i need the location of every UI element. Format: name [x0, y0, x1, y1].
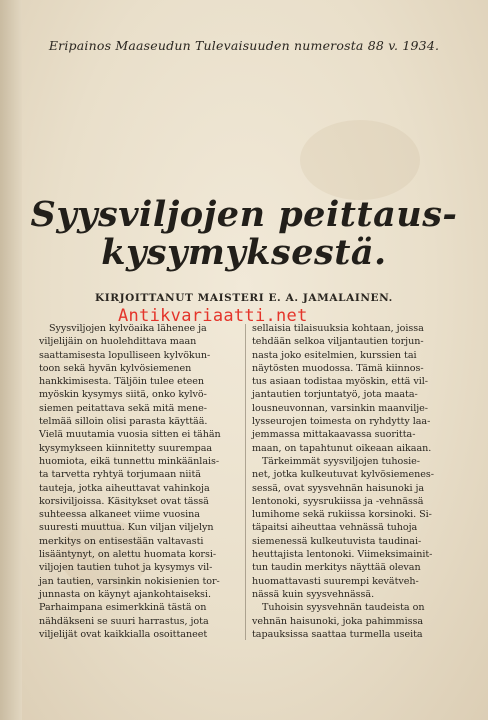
- text-line: siemenessä kulkeutuvista taudinai-: [252, 535, 422, 547]
- text-line: lysseurojen toimesta on ryhdytty laa-: [252, 416, 431, 428]
- text-line: nasta joko esitelmien, kurssien tai: [252, 349, 417, 361]
- text-line: siemen peitattava sekä mitä mene-: [39, 402, 207, 414]
- text-line: korsiviljoissa. Käsitykset ovat tässä: [39, 495, 209, 507]
- author-byline: KIRJOITTANUT MAISTERI E. A. JAMALAINEN.: [95, 292, 393, 304]
- text-line: sellaisia tilaisuuksia kohtaan, joissa: [252, 323, 424, 334]
- left-text-column: [39, 322, 238, 641]
- text-line: suuresti muuttua. Kun viljan viljelyn: [39, 522, 214, 534]
- text-line: myöskin kysymys siitä, onko kylvö-: [39, 389, 207, 401]
- text-line: Syysviljojen kylvöaika lähenee ja: [49, 323, 207, 334]
- text-line: nässä kuin syysvehnässä.: [252, 588, 375, 600]
- text-line: vehnän haisunoki, joka pahimmissa: [252, 615, 424, 627]
- text-line: näytösten muodossa. Tämä kiinnos-: [252, 362, 424, 374]
- text-line: saattamisesta lopulliseen kylvökun-: [39, 349, 211, 361]
- text-line: Vielä muutamia vuosia sitten ei tähän: [39, 429, 221, 441]
- text-line: täpaitsi aiheuttaa vehnässä tuhoja: [252, 522, 418, 534]
- text-line: huomiota, eikä tunnettu minkäänlais-: [39, 455, 220, 467]
- text-line: heuttajista lentonoki. Viimeksimainit-: [252, 549, 433, 561]
- text-line: Parhaimpana esimerkkinä tästä on: [39, 602, 207, 614]
- text-line: lumihome sekä rukiissa korsinoki. Si-: [252, 509, 432, 521]
- text-line: maan, on tapahtunut oikeaan aikaan.: [252, 442, 432, 454]
- text-line: lisääntynyt, on alettu huomata korsi-: [39, 549, 217, 561]
- text-line: nähdäkseni se suuri harrastus, jota: [39, 615, 209, 627]
- page-edge-shadow: [0, 0, 22, 720]
- text-line: junnasta on käynyt ajankohtaiseksi.: [39, 588, 211, 600]
- text-line: jan tautien, varsinkin nokisienien tor-: [39, 575, 220, 587]
- text-line: hankkimisesta. Täljöin tulee eteen: [39, 376, 204, 388]
- text-line: tehdään selkoa viljantautien torjun-: [252, 336, 424, 348]
- title-line-1: Syysviljojen peittaus-: [30, 194, 458, 235]
- text-line: telmää silloin olisi parasta käyttää.: [39, 416, 208, 428]
- text-line: tus asiaan todistaa myöskin, että vil-: [252, 376, 428, 388]
- text-line: viljojen tautien tuhot ja kysymys vil-: [39, 562, 213, 574]
- text-line: lentonoki, syysrukiissa ja -vehnässä: [252, 495, 424, 507]
- title-line-2: kysymyksestä.: [101, 232, 387, 273]
- text-line: tauteja, jotka aiheuttavat vahinkoja: [39, 482, 210, 494]
- text-line: viljelijäin on huolehdittava maan: [39, 336, 197, 348]
- text-line: tun taudin merkitys näyttää olevan: [252, 562, 421, 574]
- text-line: sessä, ovat syysvehnän haisunoki ja: [252, 482, 425, 494]
- text-line: ta tarvetta ryhtyä torjumaan niitä: [39, 469, 201, 481]
- column-divider: [245, 324, 246, 640]
- text-line: merkitys on entisestään valtavasti: [39, 535, 204, 547]
- text-line: jantautien torjuntatyö, jota maata-: [252, 389, 418, 401]
- text-line: Tärkeimmät syysviljojen tuhosie-: [262, 455, 420, 467]
- text-line: suhteessa alkaneet viime vuosina: [39, 509, 200, 521]
- text-line: lousneuvonnan, varsinkin maanvilje-: [252, 402, 428, 414]
- text-line: viljelijät ovat kaikkialla osoittaneet: [39, 628, 208, 640]
- text-line: tapauksissa saattaa turmella useita: [252, 628, 423, 640]
- watermark: Antikvariaatti.net: [118, 306, 308, 326]
- article-title: [0, 196, 488, 272]
- paper-stain: [300, 120, 420, 200]
- text-line: net, jotka kulkeutuvat kylvösiemenes-: [252, 469, 434, 481]
- text-line: jemmassa mittakaavassa suoritta-: [252, 429, 416, 441]
- text-line: toon sekä hyvän kylvösiemenen: [39, 362, 192, 374]
- text-line: huomattavasti suurempi kevätveh-: [252, 575, 419, 587]
- text-line: kysymykseen kiinnitetty suurempaa: [39, 442, 213, 454]
- right-text-column: [252, 322, 451, 641]
- reprint-note: Eripainos Maaseudun Tulevaisuuden numerosta 88 v. 1934.: [48, 38, 440, 53]
- text-line: Tuhoisin syysvehnän taudeista on: [262, 602, 425, 614]
